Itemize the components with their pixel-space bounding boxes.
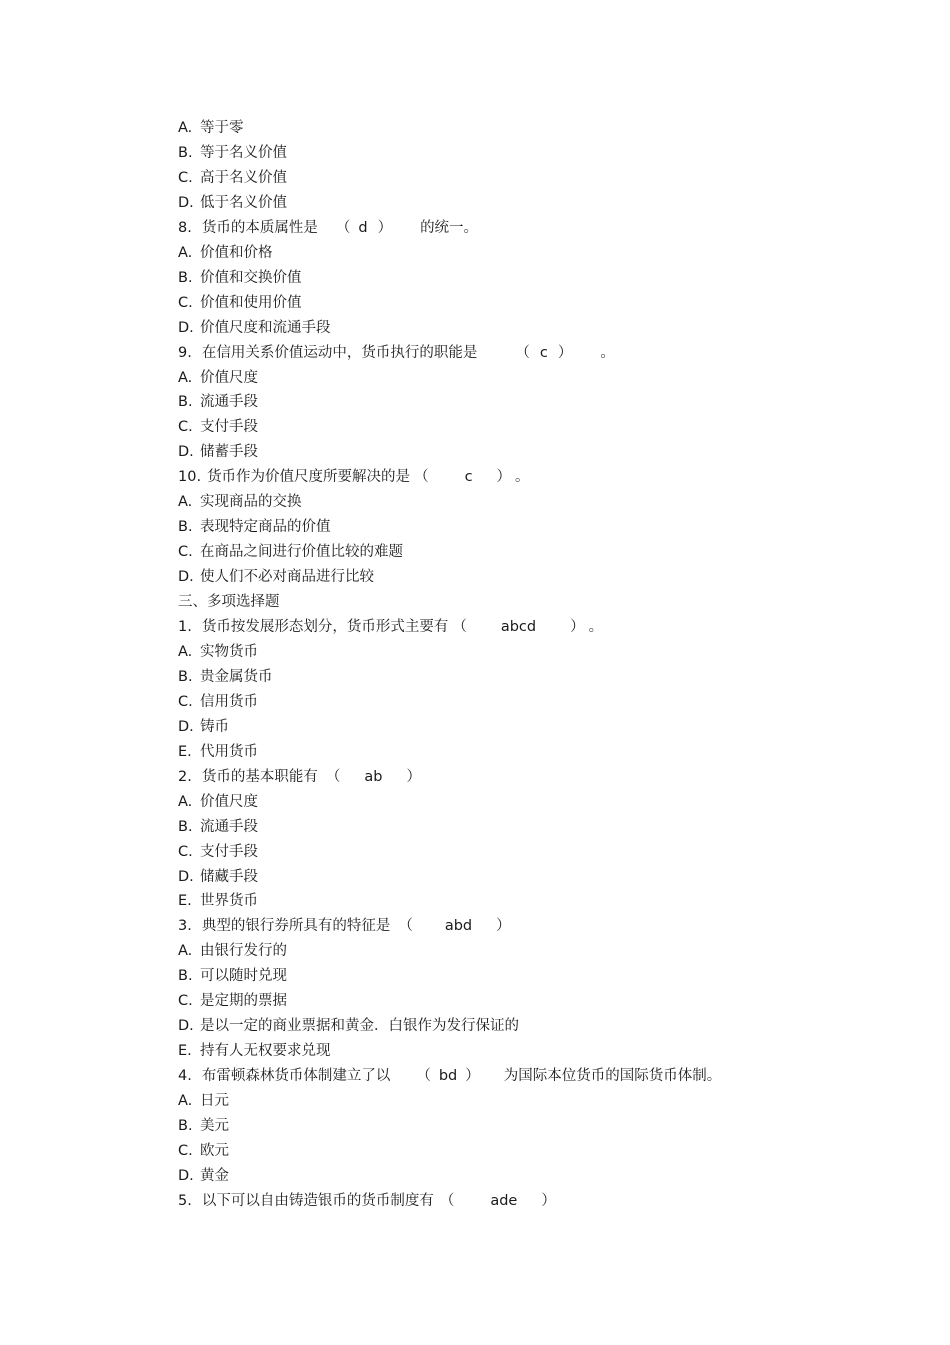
option-line — [178, 641, 258, 663]
option-text: 流通手段 — [200, 394, 258, 411]
option-label: B. — [178, 968, 193, 985]
option-text: 价值尺度 — [200, 793, 258, 810]
question-number: 8. — [178, 219, 192, 236]
option-line — [178, 866, 258, 888]
option-line — [178, 541, 403, 563]
option-label: E. — [178, 743, 192, 760]
option-text: 世界货币 — [200, 893, 258, 910]
option-label: D. — [178, 1018, 194, 1035]
question-answer: ab — [364, 768, 383, 785]
option-label: D. — [178, 868, 194, 885]
option-label: C. — [178, 693, 193, 710]
option-text: 欧元 — [200, 1142, 229, 1159]
option-text: 支付手段 — [200, 843, 258, 860]
option-line — [178, 965, 287, 987]
option-label: A. — [178, 369, 193, 386]
option-text: 价值和价格 — [200, 244, 273, 261]
question-open-paren: （ — [416, 1068, 431, 1085]
section-heading-text: 三、多项选择题 — [178, 594, 280, 610]
option-text: 是以一定的商业票据和黄金．白银作为发行保证的 — [200, 1018, 519, 1035]
option-line — [178, 367, 258, 389]
option-text: 由银行发行的 — [200, 943, 287, 960]
option-line — [178, 267, 302, 289]
option-label: C. — [178, 993, 193, 1010]
question-close-paren: ） — [496, 918, 511, 935]
option-label: C. — [178, 169, 193, 186]
question-line — [178, 616, 603, 638]
question-number: 10. — [178, 469, 202, 486]
question-line — [178, 1065, 721, 1087]
option-label: A. — [178, 494, 193, 511]
option-line — [178, 791, 258, 813]
question-answer: d — [358, 219, 368, 236]
option-label: D. — [178, 569, 194, 586]
option-line — [178, 1090, 229, 1112]
option-text: 实物货币 — [200, 643, 258, 660]
question-open-paren: （ — [452, 619, 467, 635]
option-label: C. — [178, 419, 193, 436]
option-line — [178, 566, 374, 588]
question-stem: 货币作为价值尺度所要解决的是 — [207, 469, 411, 486]
question-answer: abd — [444, 918, 473, 935]
option-text: 铸币 — [200, 718, 229, 735]
question-line — [178, 766, 421, 788]
option-text: 价值尺度 — [200, 369, 258, 386]
option-label: A. — [178, 120, 193, 136]
question-answer: abcd — [500, 619, 537, 635]
question-line — [178, 915, 511, 937]
section-heading — [178, 591, 280, 613]
question-answer: bd — [438, 1068, 458, 1085]
question-close-paren: ） — [557, 344, 573, 361]
option-text: 黄金 — [200, 1167, 229, 1184]
option-label: B. — [178, 144, 193, 161]
option-text: 信用货币 — [200, 693, 258, 710]
option-text: 高于名义价值 — [200, 169, 287, 186]
option-label: C. — [178, 843, 193, 860]
option-line — [178, 1140, 229, 1162]
question-number: 3. — [178, 918, 192, 935]
option-line — [178, 1040, 331, 1062]
option-label: C. — [178, 294, 193, 311]
option-label: A. — [178, 793, 193, 810]
option-label: D. — [178, 444, 194, 461]
option-line — [178, 1115, 229, 1137]
option-line — [178, 416, 258, 438]
option-text: 在商品之间进行价值比较的难题 — [200, 544, 403, 561]
question-open-paren: （ — [439, 1192, 455, 1209]
question-open-paren: （ — [335, 219, 351, 236]
question-close-paren: ） — [406, 768, 421, 785]
option-line — [178, 317, 331, 339]
question-stem: 布雷顿森林货币体制建立了以 — [201, 1068, 391, 1085]
option-text: 实现商品的交换 — [200, 494, 302, 511]
option-text: 代用货币 — [200, 743, 258, 760]
option-label: D. — [178, 1167, 194, 1184]
option-line — [178, 816, 258, 838]
option-text: 等于零 — [200, 120, 244, 136]
option-label: B. — [178, 668, 193, 685]
question-line — [178, 466, 530, 488]
question-stem: 货币的本质属性是 — [201, 219, 318, 236]
option-line — [178, 741, 258, 763]
option-line — [178, 491, 302, 513]
question-stem-end: 的统一。 — [420, 219, 479, 236]
question-answer: ade — [490, 1192, 518, 1209]
question-close-paren: ） — [570, 619, 585, 635]
option-text: 价值和交换价值 — [200, 269, 302, 286]
question-number: 4. — [178, 1068, 192, 1085]
option-text: 流通手段 — [200, 818, 258, 835]
question-stem-end: 为国际本位货币的国际货币体制。 — [503, 1068, 722, 1085]
option-label: A. — [178, 244, 193, 261]
option-line — [178, 841, 258, 863]
question-number: 2. — [178, 768, 192, 785]
option-line — [178, 940, 287, 962]
option-text: 低于名义价值 — [200, 194, 287, 211]
option-text: 使人们不必对商品进行比较 — [200, 569, 374, 586]
option-label: E. — [178, 1043, 192, 1060]
question-close-paren: ） — [496, 469, 512, 486]
option-line — [178, 990, 287, 1012]
option-label: B. — [178, 519, 193, 536]
question-stem: 以下可以自由铸造银币的货币制度有 — [201, 1192, 434, 1209]
option-label: B. — [178, 818, 193, 835]
option-text: 储藏手段 — [200, 868, 258, 885]
option-text: 支付手段 — [200, 419, 258, 436]
question-close-paren: ） — [541, 1192, 556, 1209]
option-line — [178, 691, 258, 713]
option-label: B. — [178, 1118, 193, 1134]
option-line — [178, 292, 302, 314]
question-close-paren: ） — [377, 219, 393, 236]
question-stem: 在信用关系价值运动中，货币执行的职能是 — [201, 344, 478, 361]
option-label: D. — [178, 319, 194, 336]
question-open-paren: （ — [398, 918, 413, 935]
option-line — [178, 1165, 229, 1187]
option-line — [178, 117, 244, 139]
option-text: 等于名义价值 — [200, 144, 287, 161]
option-line — [178, 391, 258, 413]
option-text: 储蓄手段 — [200, 444, 258, 461]
option-text: 持有人无权要求兑现 — [200, 1043, 331, 1060]
option-line — [178, 516, 331, 538]
option-label: A. — [178, 1093, 193, 1109]
question-answer: c — [464, 469, 473, 486]
question-open-paren: （ — [515, 344, 530, 361]
question-stem: 典型的银行券所具有的特征是 — [201, 918, 391, 935]
option-line — [178, 716, 229, 738]
option-label: C. — [178, 1142, 193, 1159]
question-line — [178, 217, 478, 239]
question-answer: c — [539, 344, 548, 361]
option-line — [178, 242, 273, 264]
question-stem: 货币的基本职能有 — [201, 768, 318, 785]
question-stem: 货币按发展形态划分，货币形式主要有 — [201, 619, 449, 635]
question-number: 1. — [178, 619, 192, 635]
option-label: D. — [178, 718, 194, 735]
question-stem-end: 。 — [600, 344, 615, 361]
question-open-paren: （ — [325, 768, 341, 785]
question-number: 9. — [178, 344, 192, 361]
option-label: B. — [178, 394, 193, 411]
option-text: 价值尺度和流通手段 — [200, 319, 331, 336]
option-text: 贵金属货币 — [200, 668, 273, 685]
option-line — [178, 142, 287, 164]
option-label: B. — [178, 269, 193, 286]
option-text: 表现特定商品的价值 — [200, 519, 331, 536]
option-text: 日元 — [200, 1093, 229, 1109]
option-label: A. — [178, 643, 193, 660]
question-open-paren: （ — [414, 469, 429, 486]
option-text: 可以随时兑现 — [200, 968, 287, 985]
option-label: A. — [178, 943, 193, 960]
question-line — [178, 342, 615, 364]
option-label: D. — [178, 194, 194, 211]
question-stem-end: 。 — [515, 469, 530, 486]
question-close-paren: ） — [465, 1068, 480, 1085]
option-line — [178, 192, 287, 214]
option-label: E. — [178, 893, 192, 910]
question-number: 5. — [178, 1192, 192, 1209]
option-text: 价值和使用价值 — [200, 294, 302, 311]
option-line — [178, 666, 273, 688]
option-label: C. — [178, 544, 193, 561]
question-stem-end: 。 — [588, 619, 604, 635]
option-line — [178, 441, 258, 463]
question-line — [178, 1190, 556, 1212]
option-line — [178, 167, 287, 189]
option-text: 美元 — [200, 1118, 229, 1134]
option-line — [178, 1015, 519, 1037]
option-text: 是定期的票据 — [200, 993, 287, 1010]
option-line — [178, 890, 258, 912]
